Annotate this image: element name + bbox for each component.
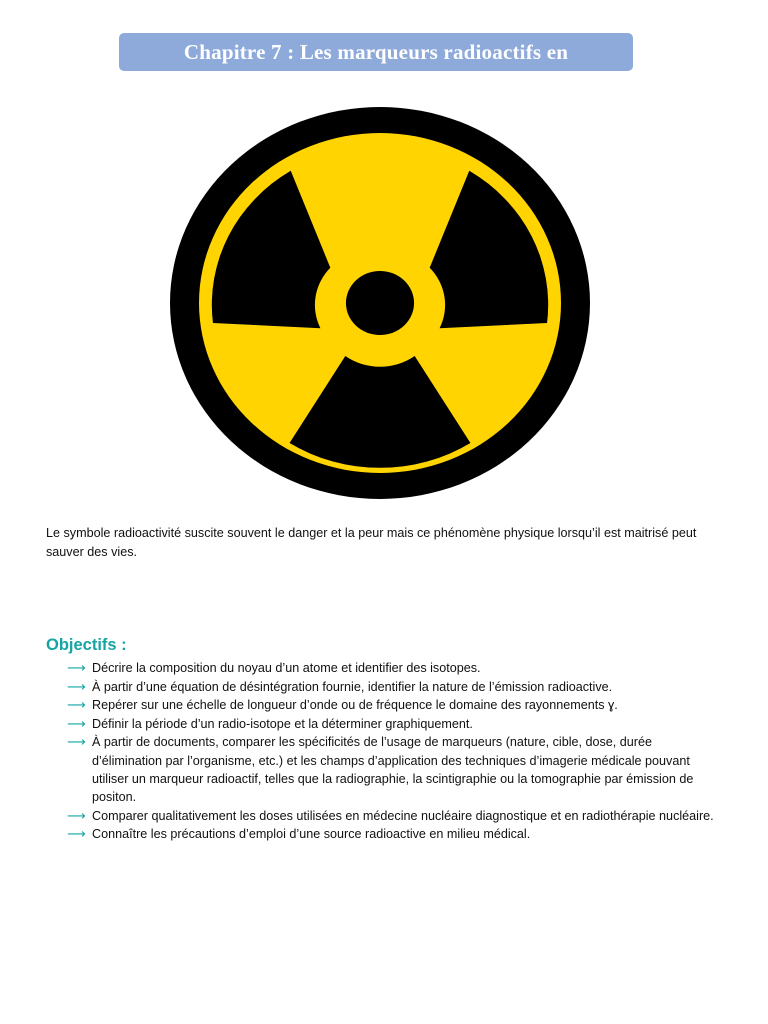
objective-item <box>67 696 717 714</box>
objective-text: Connaître les précautions d’emploi d’une source radioactive en milieu médical. <box>92 827 531 842</box>
arrow-right-icon: ⟶ <box>67 678 86 694</box>
objective-item <box>67 659 717 677</box>
arrow-right-icon: ⟶ <box>67 697 86 713</box>
chapter-title: Chapitre 7 : Les marqueurs radioactifs en <box>183 39 569 64</box>
intro-paragraph: Le symbole radioactivité suscite souvent le danger et la peur mais ce phénomène physique lorsqu’il est maitrisé peut sauver des vies. <box>46 526 697 559</box>
objective-text: Comparer qualitativement les doses utilisées en médecine nucléaire diagnostique et en radiothérapie nucléaire. <box>92 808 714 823</box>
chapter-title-banner <box>119 33 633 71</box>
objective-item <box>67 825 717 843</box>
objective-text: Définir la période d’un radio-isotope et la déterminer graphiquement. <box>92 716 473 731</box>
radioactive-symbol-figure <box>170 100 596 500</box>
arrow-right-icon: ⟶ <box>67 807 86 823</box>
objective-text: À partir de documents, comparer les spécificités de l’usage de marqueurs (nature, cible, dose, durée d’élimination par l’organisme, etc.) et les champs d’application des techniques d’imagerie médicale pouvant utiliser un marqueur radioactif, telles que la radiographie, la scintigraphie ou la tomographie par émission de positon. <box>92 735 694 805</box>
trefoil-center-dot <box>346 271 414 335</box>
arrow-right-icon: ⟶ <box>67 715 86 731</box>
radioactive-trefoil-icon <box>170 100 596 500</box>
arrow-right-icon: ⟶ <box>67 660 86 675</box>
objective-item <box>67 807 717 825</box>
objective-text: À partir d’une équation de désintégration fournie, identifier la nature de l’émission radioactive. <box>92 679 613 694</box>
objective-item <box>67 733 717 806</box>
objectives-list <box>67 659 717 844</box>
objective-item <box>67 678 717 696</box>
objective-text: Décrire la composition du noyau d’un atome et identifier des isotopes. <box>92 661 481 675</box>
arrow-right-icon: ⟶ <box>67 826 86 842</box>
arrow-right-icon: ⟶ <box>67 734 86 750</box>
objective-text: Repérer sur une échelle de longueur d’onde ou de fréquence le domaine des rayonnements ɣ. <box>92 698 618 713</box>
objective-item <box>67 715 717 733</box>
objectives-heading: Objectifs : <box>46 636 127 654</box>
